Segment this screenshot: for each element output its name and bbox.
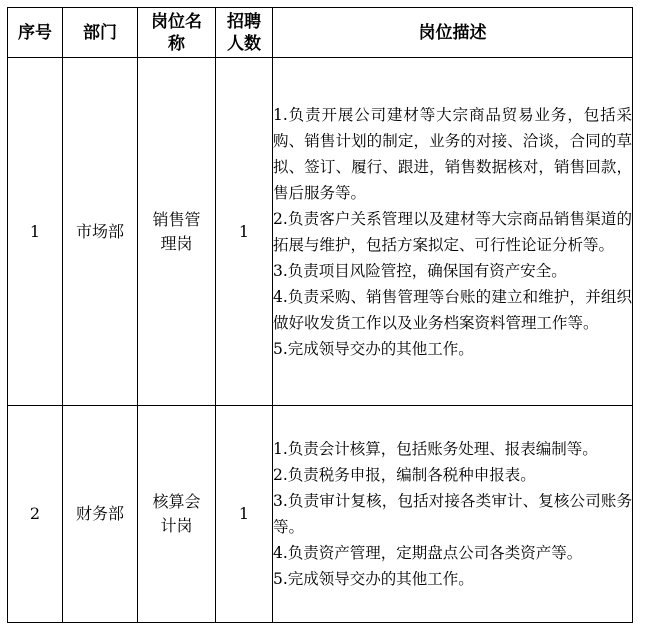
- row-position: [138, 58, 216, 406]
- desc-item: 2.负责税务申报，编制各税种申报表。: [273, 466, 536, 484]
- row-count: 1: [216, 406, 273, 623]
- header-desc: 岗位描述: [273, 8, 633, 58]
- job-table: [7, 7, 633, 623]
- desc-item: 2.负责客户关系管理以及建材等大宗商品销售渠道的拓展与维护，包括方案拟定、可行性论证分析等。: [273, 209, 632, 254]
- header-count-text: 招聘人数: [227, 11, 261, 54]
- desc-item: 5.完成领导交办的其他工作。: [273, 570, 474, 588]
- row-dept: 财务部: [63, 406, 138, 623]
- desc-item: 3.负责审计复核，包括对接各类审计、复核公司账务等。: [273, 492, 632, 536]
- row-dept: 市场部: [63, 58, 138, 406]
- desc-item: 4.负责采购、销售管理等台账的建立和维护，并组织做好收发货工作以及业务档案资料管理工作等。: [273, 287, 632, 332]
- desc-item: 1.负责开展公司建材等大宗商品贸易业务，包括采购、销售计划的制定，业务的对接、洽谈，合同的草拟、签订、履行、跟进，销售数据核对，销售回款，售后服务等。: [273, 105, 632, 202]
- header-dept: 部门: [63, 8, 138, 58]
- header-index: 序号: [8, 8, 63, 58]
- table-row: [8, 406, 633, 623]
- desc-item: 3.负责项目风险管控，确保国有资产安全。: [273, 261, 567, 280]
- row-position: [138, 406, 216, 623]
- row-index: 1: [8, 58, 63, 406]
- header-row: [8, 8, 633, 58]
- row-position-text: 销售管理岗: [152, 209, 201, 253]
- header-count: [216, 8, 273, 58]
- desc-item: 5.完成领导交办的其他工作。: [273, 339, 474, 358]
- header-position-text: 岗位名称: [151, 11, 202, 54]
- desc-item: 1.负责会计核算，包括账务处理、报表编制等。: [273, 440, 598, 458]
- row-count: 1: [216, 58, 273, 406]
- row-desc: [273, 406, 633, 623]
- row-desc: [273, 58, 633, 406]
- desc-item: 4.负责资产管理，定期盘点公司各类资产等。: [273, 544, 583, 562]
- row-position-text: 核算会计岗: [152, 492, 201, 535]
- header-position: [138, 8, 216, 58]
- row-index: 2: [8, 406, 63, 623]
- table-row: [8, 58, 633, 406]
